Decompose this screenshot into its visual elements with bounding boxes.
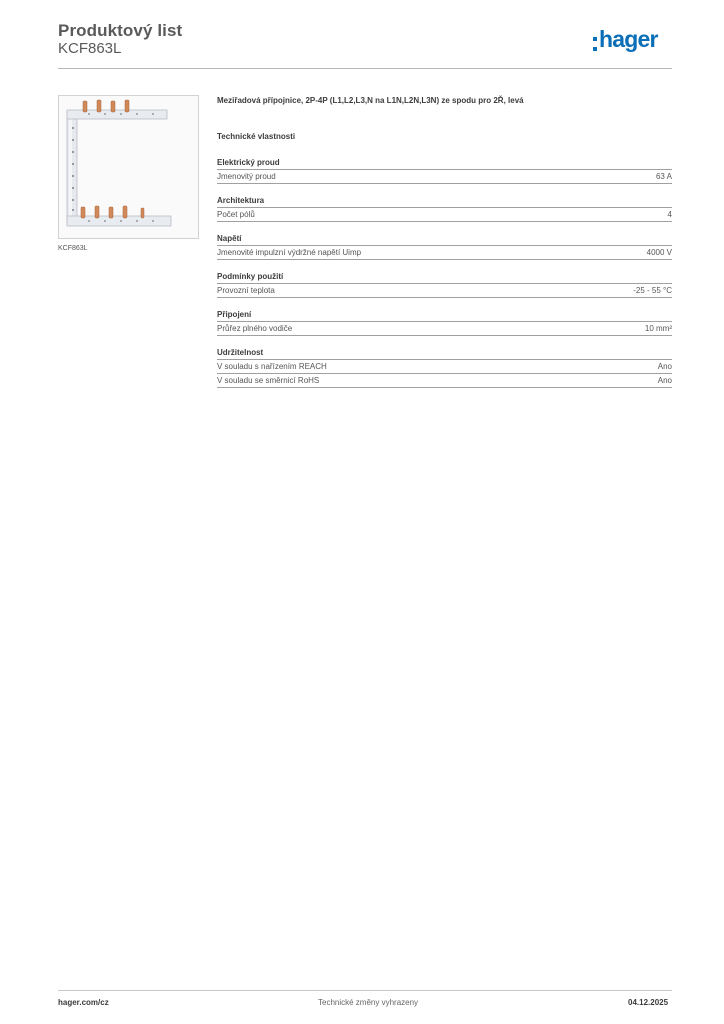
page-title: Produktový list: [58, 21, 183, 40]
property-group-title: Architektura: [217, 196, 672, 208]
property-group: [217, 158, 672, 184]
footer-notice: Technické změny vyhrazeny: [318, 998, 419, 1007]
property-label: V souladu se směrnicí RoHS: [217, 376, 320, 385]
property-label: Jmenovitý proud: [217, 172, 276, 181]
header-divider: [58, 68, 672, 69]
property-group: [217, 272, 672, 298]
property-row: [217, 322, 672, 336]
footer-divider: [58, 990, 672, 991]
property-label: Počet pólů: [217, 210, 255, 219]
section-heading: Technické vlastnosti: [217, 132, 296, 141]
property-group: [217, 310, 672, 336]
image-caption: KCF863L: [58, 245, 88, 252]
property-row: [217, 170, 672, 184]
property-label: V souladu s nařízením REACH: [217, 362, 327, 371]
property-group: [217, 234, 672, 260]
property-value: Ano: [657, 362, 672, 371]
property-group: [217, 196, 672, 222]
property-label: Jmenovité impulzní výdržné napětí Uimp: [217, 248, 362, 257]
property-group: [217, 348, 672, 388]
property-value: -25 - 55 °C: [633, 286, 672, 295]
property-groups: [217, 158, 672, 388]
property-row: [217, 374, 672, 388]
property-value: 10 mm²: [644, 324, 672, 333]
property-value: Ano: [657, 376, 672, 385]
property-group-title: Udržitelnost: [217, 348, 672, 360]
property-row: [217, 208, 672, 222]
logo-dots-icon: [593, 37, 597, 51]
property-group-title: Připojení: [217, 310, 672, 322]
footer-date: 04.12.2025: [628, 998, 669, 1007]
property-row: [217, 246, 672, 260]
property-label: Průřez plného vodiče: [217, 324, 293, 333]
property-value: 63 A: [655, 172, 672, 181]
footer-website: hager.com/cz: [58, 998, 109, 1007]
property-label: Provozní teplota: [217, 286, 275, 295]
logo-wordmark: hager: [599, 26, 658, 52]
product-details: [217, 96, 672, 400]
property-group-title: Napětí: [217, 234, 672, 246]
property-value: 4000 V: [646, 248, 672, 257]
product-image: [58, 95, 199, 239]
property-value: 4: [667, 210, 672, 219]
property-row: [217, 284, 672, 298]
property-group-title: Elektrický proud: [217, 158, 672, 170]
property-row: [217, 360, 672, 374]
hager-logo: [593, 25, 658, 59]
product-description: Meziřadová přípojnice, 2P-4P (L1,L2,L3,N na L1N,L2N,L3N) ze spodu pro 2Ř, levá: [217, 96, 524, 105]
property-group-title: Podmínky použití: [217, 272, 672, 284]
busbar-illustration-icon: [59, 96, 198, 238]
product-code-heading: KCF863L: [58, 40, 122, 57]
